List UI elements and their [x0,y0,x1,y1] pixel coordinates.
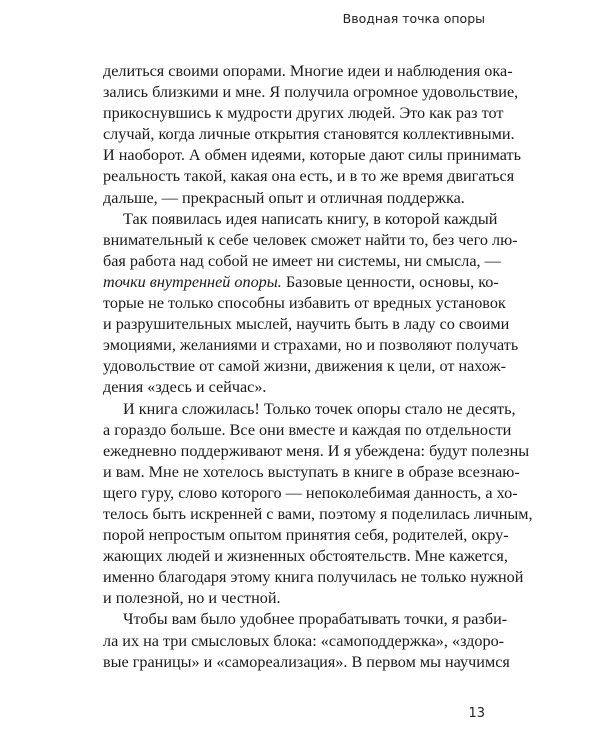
text-line [103,420,512,441]
text-line [103,166,515,187]
body-text [103,61,533,673]
paragraph [103,609,510,672]
line-text: эмоциями, желаниями и страхами, но и позволяют получать [103,336,519,355]
line-text: щего гуру, слово которого — непоколебимая данность, а хо- [103,483,518,502]
text-line [103,441,530,462]
text-line [103,631,505,652]
text-line [103,188,485,209]
running-header: Вводная точка опоры [342,11,485,26]
paragraph [103,61,521,209]
line-text: делиться своими опорами. Многие идеи и наблюдения ока- [103,62,513,80]
line-text: бая работа над собой не имеет ни системы, ни смысла, — [103,251,501,270]
text-line [103,377,485,398]
text-line [103,399,516,420]
line-text: телось быть искренней с вами, поэтому я поделилась личным, [103,504,533,523]
text-line [103,145,521,166]
line-text: ла их на три смысловых блока: «самоподдержка», «здоро- [103,631,505,650]
paragraph [103,209,519,399]
emphasis-text: точки внутренней опоры. [103,272,282,291]
text-line [103,61,513,82]
text-line [103,209,498,230]
line-text: и полезной, но и честной. [103,589,281,608]
line-text: реальность такой, какая она есть, и в то же время двигаться [103,167,515,186]
paragraph [103,399,533,610]
text-line [103,525,509,546]
text-line [103,567,524,588]
text-line [103,504,533,525]
text-line [103,335,519,356]
line-text: и вам. Мне не хотелось выступать в книге в образе всезнаю- [103,462,520,481]
line-text: вые границы» и «самореализация». В первом мы научимся [103,652,510,671]
line-text: Базовые ценности, основы, ко- [281,272,499,291]
line-text: а гораздо больше. Все они вместе и каждая по отдельности [103,420,512,439]
text-line [103,293,506,314]
line-text: И наоборот. А обмен идеями, которые дают силы принимать [103,146,521,165]
line-text: дальше, — прекрасный опыт и отличная поддержка. [103,188,465,207]
page-number: 13 [468,706,485,721]
line-text: И книга сложилась! Только точек опоры стало не десять, [123,399,516,418]
text-line [103,652,510,673]
text-line [103,103,504,124]
line-text: именно благодаря этому книга получилась не только нужной [103,568,524,587]
text-line [103,356,507,377]
line-text: внимательный к себе человек сможет найти то, без чего лю- [103,230,518,249]
line-text: жающих людей и жизненных обстоятельств. Мне кажется, [103,547,508,566]
text-line [103,272,499,293]
line-text: и разрушительных мыслей, научить быть в ладу со своими [103,315,510,334]
line-text: дения «здесь и сейчас». [103,378,267,397]
text-line [103,82,519,103]
line-text: ежедневно поддерживают меня. И я убеждена: будут полезны [103,441,530,460]
line-text: Чтобы вам было удобнее прорабатывать точки, я разби- [123,610,508,629]
line-text: удовольствие от самой жизни, движения к цели, от нахож- [103,357,507,376]
line-text: порой непростым опытом принятия себя, родителей, окру- [103,526,509,545]
line-text: прикоснувшись к мудрости других людей. Это как раз тот [103,104,504,123]
text-line [103,588,485,609]
text-line [103,483,518,504]
line-text: Так появилась идея написать книгу, в которой каждый [123,209,498,228]
line-text: случай, когда личные открытия становятся коллективными. [103,125,515,144]
text-line [103,462,520,483]
text-line [103,230,518,251]
text-line [103,609,508,630]
line-text: зались близкими и мне. Я получила огромное удовольствие, [103,83,519,102]
text-line [103,546,508,567]
text-line [103,124,515,145]
text-line [103,251,501,272]
text-line [103,314,510,335]
line-text: торые не только способны избавить от вредных установок [103,294,506,313]
